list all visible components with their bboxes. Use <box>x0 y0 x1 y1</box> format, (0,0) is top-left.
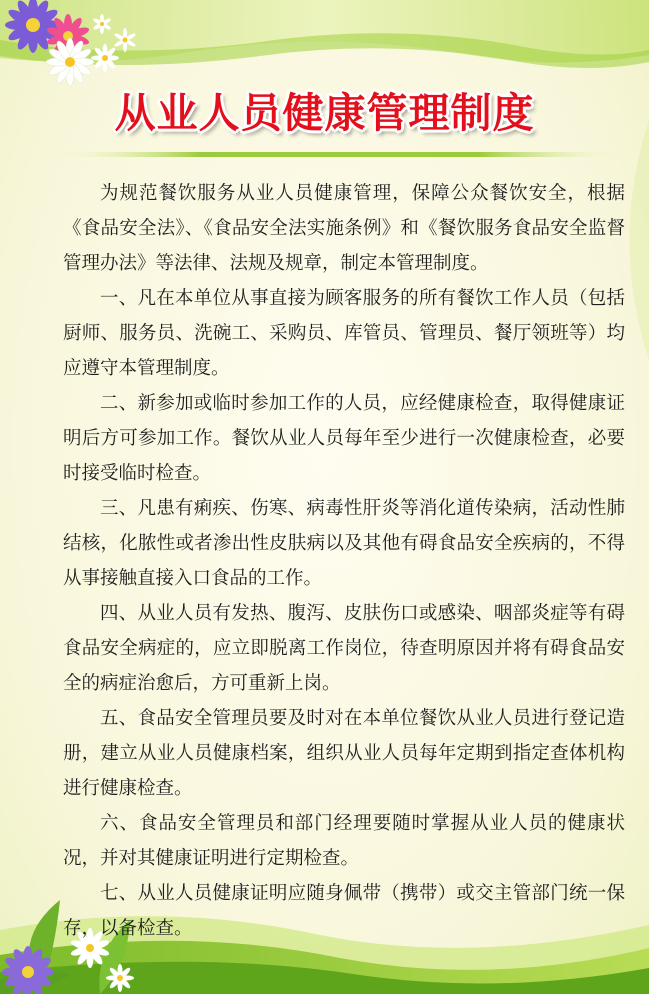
rule-3: 三、凡患有痢疾、伤寒、病毒性肝炎等消化道传染病，活动性肺结核，化脓性或者渗出性皮肤病以及其他有碍食品安全疾病的，不得从事接触直接入口食品的工作。 <box>63 498 625 589</box>
rule-7: 七、从业人员健康证明应随身佩带（携带）或交主管部门统一保存，以备检查。 <box>63 883 625 939</box>
regulation-body <box>63 176 625 946</box>
rule-2: 二、新参加或临时参加工作的人员，应经健康检查，取得健康证明后方可参加工作。餐饮从业人员每年至少进行一次健康检查，必要时接受临时检查。 <box>63 393 625 484</box>
rule-4: 四、从业人员有发热、腹泻、皮肤伤口或感染、咽部炎症等有碍食品安全病症的，应立即脱离工作岗位，待查明原因并将有碍食品安全的病症治愈后，方可重新上岗。 <box>63 603 625 694</box>
rule-1: 一、凡在本单位从事直接为顾客服务的所有餐饮工作人员（包括厨师、服务员、洗碗工、采购员、库管员、管理员、餐厅领班等）均应遵守本管理制度。 <box>63 288 625 379</box>
intro-paragraph: 为规范餐饮服务从业人员健康管理，保障公众餐饮安全，根据《食品安全法》、《食品安全法实施条例》和《餐饮服务食品安全监督管理办法》等法律、法规及规章，制定本管理制度。 <box>63 183 625 274</box>
rule-6: 六、食品安全管理员和部门经理要随时掌握从业人员的健康状况，并对其健康证明进行定期检查。 <box>63 813 625 869</box>
rule-5: 五、食品安全管理员要及时对在本单位餐饮从业人员进行登记造册，建立从业人员健康档案，组织从业人员每年定期到指定查体机构进行健康检查。 <box>63 708 625 799</box>
page-title: 从业人员健康管理制度 <box>114 89 535 137</box>
